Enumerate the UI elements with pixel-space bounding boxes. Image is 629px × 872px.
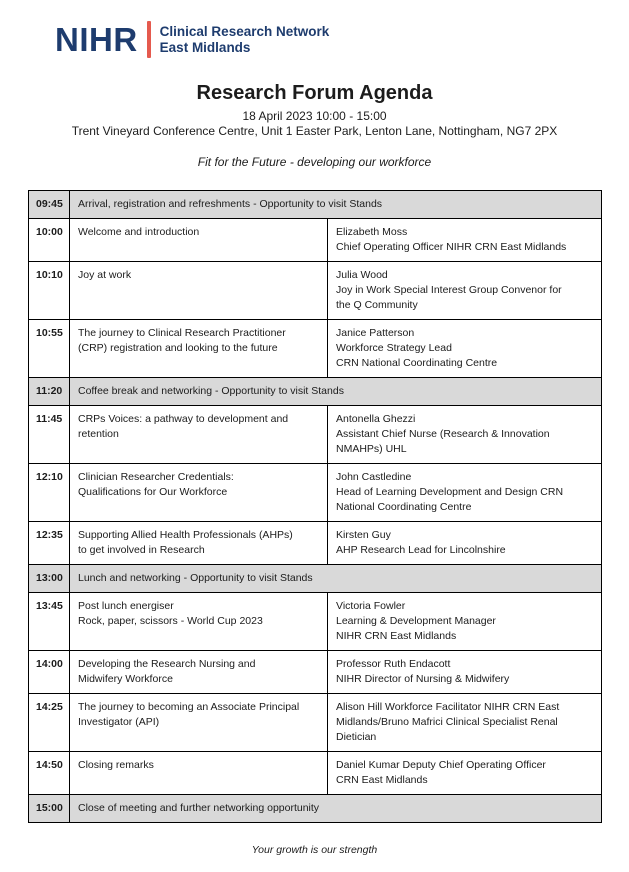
- session-line: Welcome and introduction: [78, 226, 200, 238]
- session-cell: [70, 464, 328, 522]
- time-cell: 09:45: [29, 191, 70, 219]
- time-cell: 10:10: [29, 262, 70, 320]
- session-line: Qualifications for Our Workforce: [78, 486, 228, 498]
- agenda-row-1500: [29, 795, 602, 823]
- speaker-cell: [328, 651, 602, 694]
- speaker-line: Victoria Fowler: [336, 600, 406, 612]
- speaker-cell: [328, 694, 602, 752]
- session-cell: [70, 406, 328, 464]
- speaker-line: AHP Research Lead for Lincolnshire: [336, 544, 506, 556]
- time-cell: 10:00: [29, 219, 70, 262]
- speaker-cell: [328, 406, 602, 464]
- title-block: [0, 82, 629, 169]
- speaker-line: Elizabeth Moss: [336, 226, 408, 238]
- agenda-row-1055: [29, 320, 602, 378]
- session-line: Close of meeting and further networking opportunity: [78, 802, 320, 814]
- session-line: Supporting Allied Health Professionals (AHPs): [78, 529, 293, 541]
- nihr-wordmark: NIHR: [55, 21, 138, 58]
- speaker-line: Learning & Development Manager: [336, 615, 496, 627]
- session-cell: [70, 191, 602, 219]
- time-cell: 13:45: [29, 593, 70, 651]
- speaker-cell: [328, 752, 602, 795]
- agenda-row-1120: [29, 378, 602, 406]
- session-cell: [70, 593, 328, 651]
- session-line: Lunch and networking - Opportunity to visit Stands: [78, 572, 313, 584]
- agenda-row-1450: [29, 752, 602, 795]
- session-line: The journey to Clinical Research Practitioner: [78, 327, 286, 339]
- speaker-line: Professor Ruth Endacott: [336, 658, 451, 670]
- speaker-line: CRN National Coordinating Centre: [336, 357, 498, 369]
- speaker-line: CRN East Midlands: [336, 774, 428, 786]
- speaker-line: Chief Operating Officer NIHR CRN East Midlands: [336, 241, 567, 253]
- speaker-line: Julia Wood: [336, 269, 388, 281]
- speaker-line: Head of Learning Development and Design CRN: [336, 486, 564, 498]
- time-cell: 12:35: [29, 522, 70, 565]
- speaker-cell: [328, 262, 602, 320]
- agenda-row-1300: [29, 565, 602, 593]
- session-line: Clinician Researcher Credentials:: [78, 471, 234, 483]
- agenda-row-1145: [29, 406, 602, 464]
- agenda-row-0945: [29, 191, 602, 219]
- page-title: Research Forum Agenda: [196, 82, 433, 104]
- document-header: [0, 0, 629, 58]
- session-cell: [70, 219, 328, 262]
- agenda-row-1400: [29, 651, 602, 694]
- session-cell: [70, 694, 328, 752]
- session-line: Developing the Research Nursing and: [78, 658, 256, 670]
- speaker-line: Alison Hill Workforce Facilitator NIHR CRN East: [336, 701, 560, 713]
- speaker-line: Workforce Strategy Lead: [336, 342, 452, 354]
- logo-region-name: East Midlands: [159, 39, 251, 55]
- time-cell: 14:50: [29, 752, 70, 795]
- session-cell: [70, 320, 328, 378]
- logo-network-name: Clinical Research Network: [159, 23, 330, 39]
- session-cell: [70, 522, 328, 565]
- session-line: (CRP) registration and looking to the future: [78, 342, 278, 354]
- time-cell: 11:20: [29, 378, 70, 406]
- event-venue: Trent Vineyard Conference Centre, Unit 1 Easter Park, Lenton Lane, Nottingham, NG7 2PX: [71, 124, 558, 138]
- time-cell: 10:55: [29, 320, 70, 378]
- agenda-row-1345: [29, 593, 602, 651]
- session-cell: [70, 795, 602, 823]
- session-line: Joy at work: [78, 269, 132, 281]
- session-line: Arrival, registration and refreshments - Opportunity to visit Stands: [78, 198, 383, 210]
- time-cell: 13:00: [29, 565, 70, 593]
- nihr-logo: [55, 21, 629, 58]
- speaker-line: Janice Patterson: [336, 327, 415, 339]
- session-line: Post lunch energiser: [78, 600, 174, 612]
- time-cell: 11:45: [29, 406, 70, 464]
- time-cell: 14:25: [29, 694, 70, 752]
- speaker-line: NIHR Director of Nursing & Midwifery: [336, 673, 510, 685]
- session-line: Investigator (API): [78, 716, 160, 728]
- speaker-line: the Q Community: [336, 299, 418, 311]
- time-cell: 12:10: [29, 464, 70, 522]
- agenda-table-body: [29, 191, 602, 823]
- agenda-row-1235: [29, 522, 602, 565]
- speaker-line: NIHR CRN East Midlands: [336, 630, 457, 642]
- speaker-line: NMAHPs) UHL: [336, 443, 407, 455]
- footer-tagline: Your growth is our strength: [251, 844, 378, 856]
- agenda-row-1210: [29, 464, 602, 522]
- agenda-row-1010: [29, 262, 602, 320]
- speaker-cell: [328, 593, 602, 651]
- session-line: The journey to becoming an Associate Principal: [78, 701, 300, 713]
- session-line: retention: [78, 428, 119, 440]
- event-datetime: 18 April 2023 10:00 - 15:00: [242, 109, 387, 123]
- speaker-line: Antonella Ghezzi: [336, 413, 416, 425]
- logo-divider-bar: [147, 21, 151, 58]
- session-line: Closing remarks: [78, 759, 154, 771]
- session-cell: [70, 378, 602, 406]
- session-cell: [70, 651, 328, 694]
- speaker-line: Assistant Chief Nurse (Research & Innovation: [336, 428, 550, 440]
- speaker-cell: [328, 320, 602, 378]
- session-cell: [70, 565, 602, 593]
- session-line: CRPs Voices: a pathway to development and: [78, 413, 289, 425]
- agenda-row-1425: [29, 694, 602, 752]
- speaker-line: Midlands/Bruno Mafrici Clinical Specialist Renal: [336, 716, 558, 728]
- speaker-cell: [328, 464, 602, 522]
- speaker-line: John Castledine: [336, 471, 412, 483]
- session-line: Midwifery Workforce: [78, 673, 173, 685]
- session-line: to get involved in Research: [78, 544, 205, 556]
- speaker-line: Dietician: [336, 731, 377, 743]
- speaker-line: Kirsten Guy: [336, 529, 391, 541]
- event-theme: Fit for the Future - developing our workforce: [197, 155, 432, 169]
- logo-subtitle: [160, 24, 330, 56]
- speaker-cell: [328, 522, 602, 565]
- agenda-row-1000: [29, 219, 602, 262]
- session-line: Rock, paper, scissors - World Cup 2023: [78, 615, 263, 627]
- speaker-line: Joy in Work Special Interest Group Convenor for: [336, 284, 562, 296]
- session-cell: [70, 752, 328, 795]
- time-cell: 14:00: [29, 651, 70, 694]
- agenda-table: [28, 190, 602, 823]
- session-cell: [70, 262, 328, 320]
- speaker-line: National Coordinating Centre: [336, 501, 472, 513]
- speaker-line: Daniel Kumar Deputy Chief Operating Officer: [336, 759, 546, 771]
- speaker-cell: [328, 219, 602, 262]
- time-cell: 15:00: [29, 795, 70, 823]
- session-line: Coffee break and networking - Opportunity to visit Stands: [78, 385, 344, 397]
